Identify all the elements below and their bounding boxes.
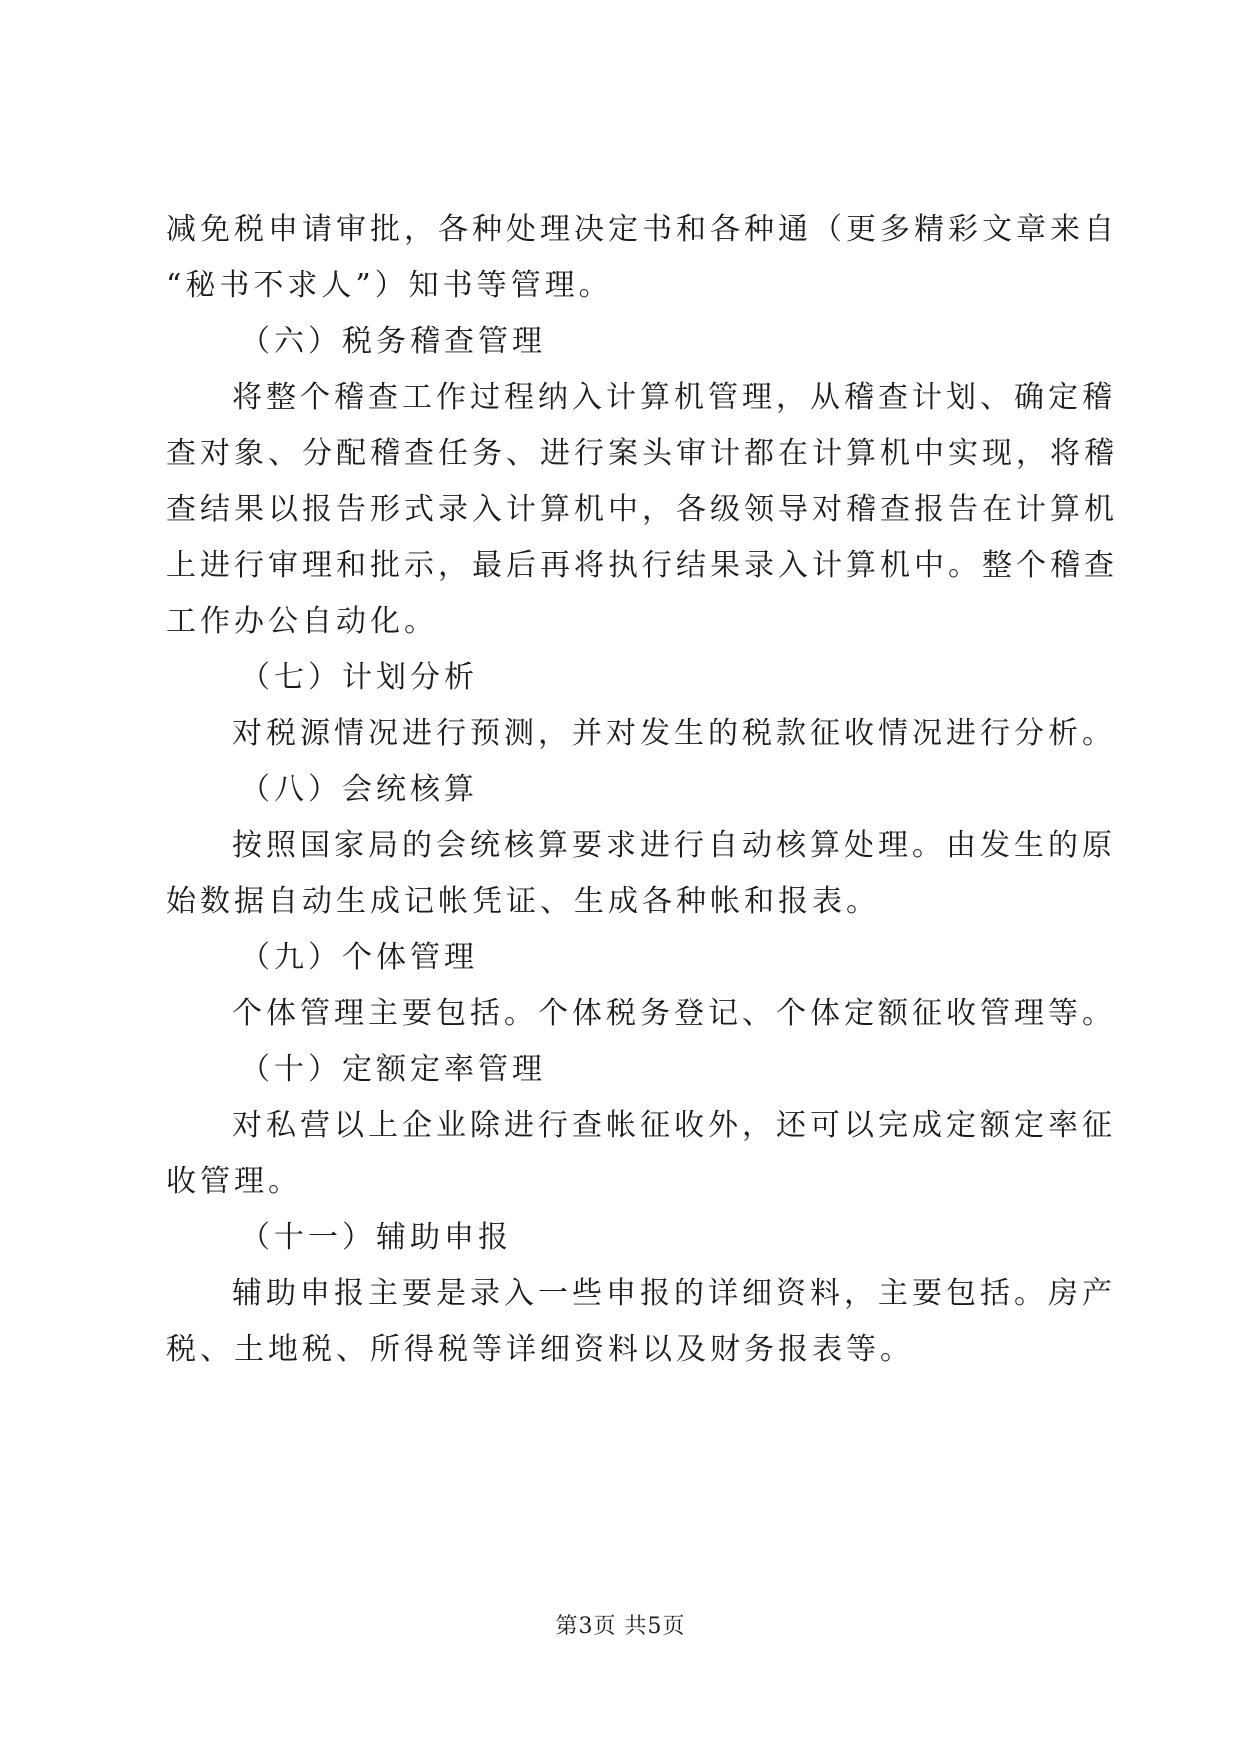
- paragraph-line: 按照国家局的会统核算要求进行自动核算处理。由发生的原: [232, 828, 1116, 863]
- section-heading: （八）会统核算: [240, 772, 478, 807]
- paragraph-line: 个体管理主要包括。个体税务登记、个体定额征收管理等。: [232, 996, 1116, 1031]
- section-heading: （十）定额定率管理: [240, 1052, 546, 1087]
- paragraph-line: 对私营以上企业除进行查帐征收外，还可以完成定额定率征: [232, 1108, 1116, 1143]
- paragraph-line: 收管理。: [166, 1164, 302, 1199]
- paragraph-line: 上进行审理和批示，最后再将执行结果录入计算机中。整个稽查: [166, 548, 1118, 583]
- paragraph-line: 对税源情况进行预测，并对发生的税款征收情况进行分析。: [232, 716, 1116, 751]
- page-number-footer: 第3页 共5页: [555, 1614, 686, 1639]
- paragraph-line: 工作办公自动化。: [166, 604, 438, 639]
- section-heading: （七）计划分析: [240, 660, 478, 695]
- section-heading: （十一）辅助申报: [240, 1220, 512, 1255]
- paragraph-line: 税、土地税、所得税等详细资料以及财务报表等。: [166, 1332, 914, 1367]
- section-heading: （六）税务稽查管理: [240, 324, 546, 359]
- paragraph-line: 查结果以报告形式录入计算机中，各级领导对稽查报告在计算机: [166, 492, 1118, 527]
- section-heading: （九）个体管理: [240, 940, 478, 975]
- paragraph-line: 查对象、分配稽查任务、进行案头审计都在计算机中实现，将稽: [166, 436, 1118, 471]
- paragraph-line: 始数据自动生成记帐凭证、生成各种帐和报表。: [166, 884, 880, 919]
- paragraph-line: 将整个稽查工作过程纳入计算机管理，从稽查计划、确定稽: [232, 380, 1116, 415]
- paragraph-line: “秘书不求人”）知书等管理。: [166, 268, 613, 303]
- paragraph-line: 辅助申报主要是录入一些申报的详细资料，主要包括。房产: [232, 1276, 1116, 1311]
- paragraph-line: 减免税申请审批，各种处理决定书和各种通（更多精彩文章来自: [166, 212, 1118, 247]
